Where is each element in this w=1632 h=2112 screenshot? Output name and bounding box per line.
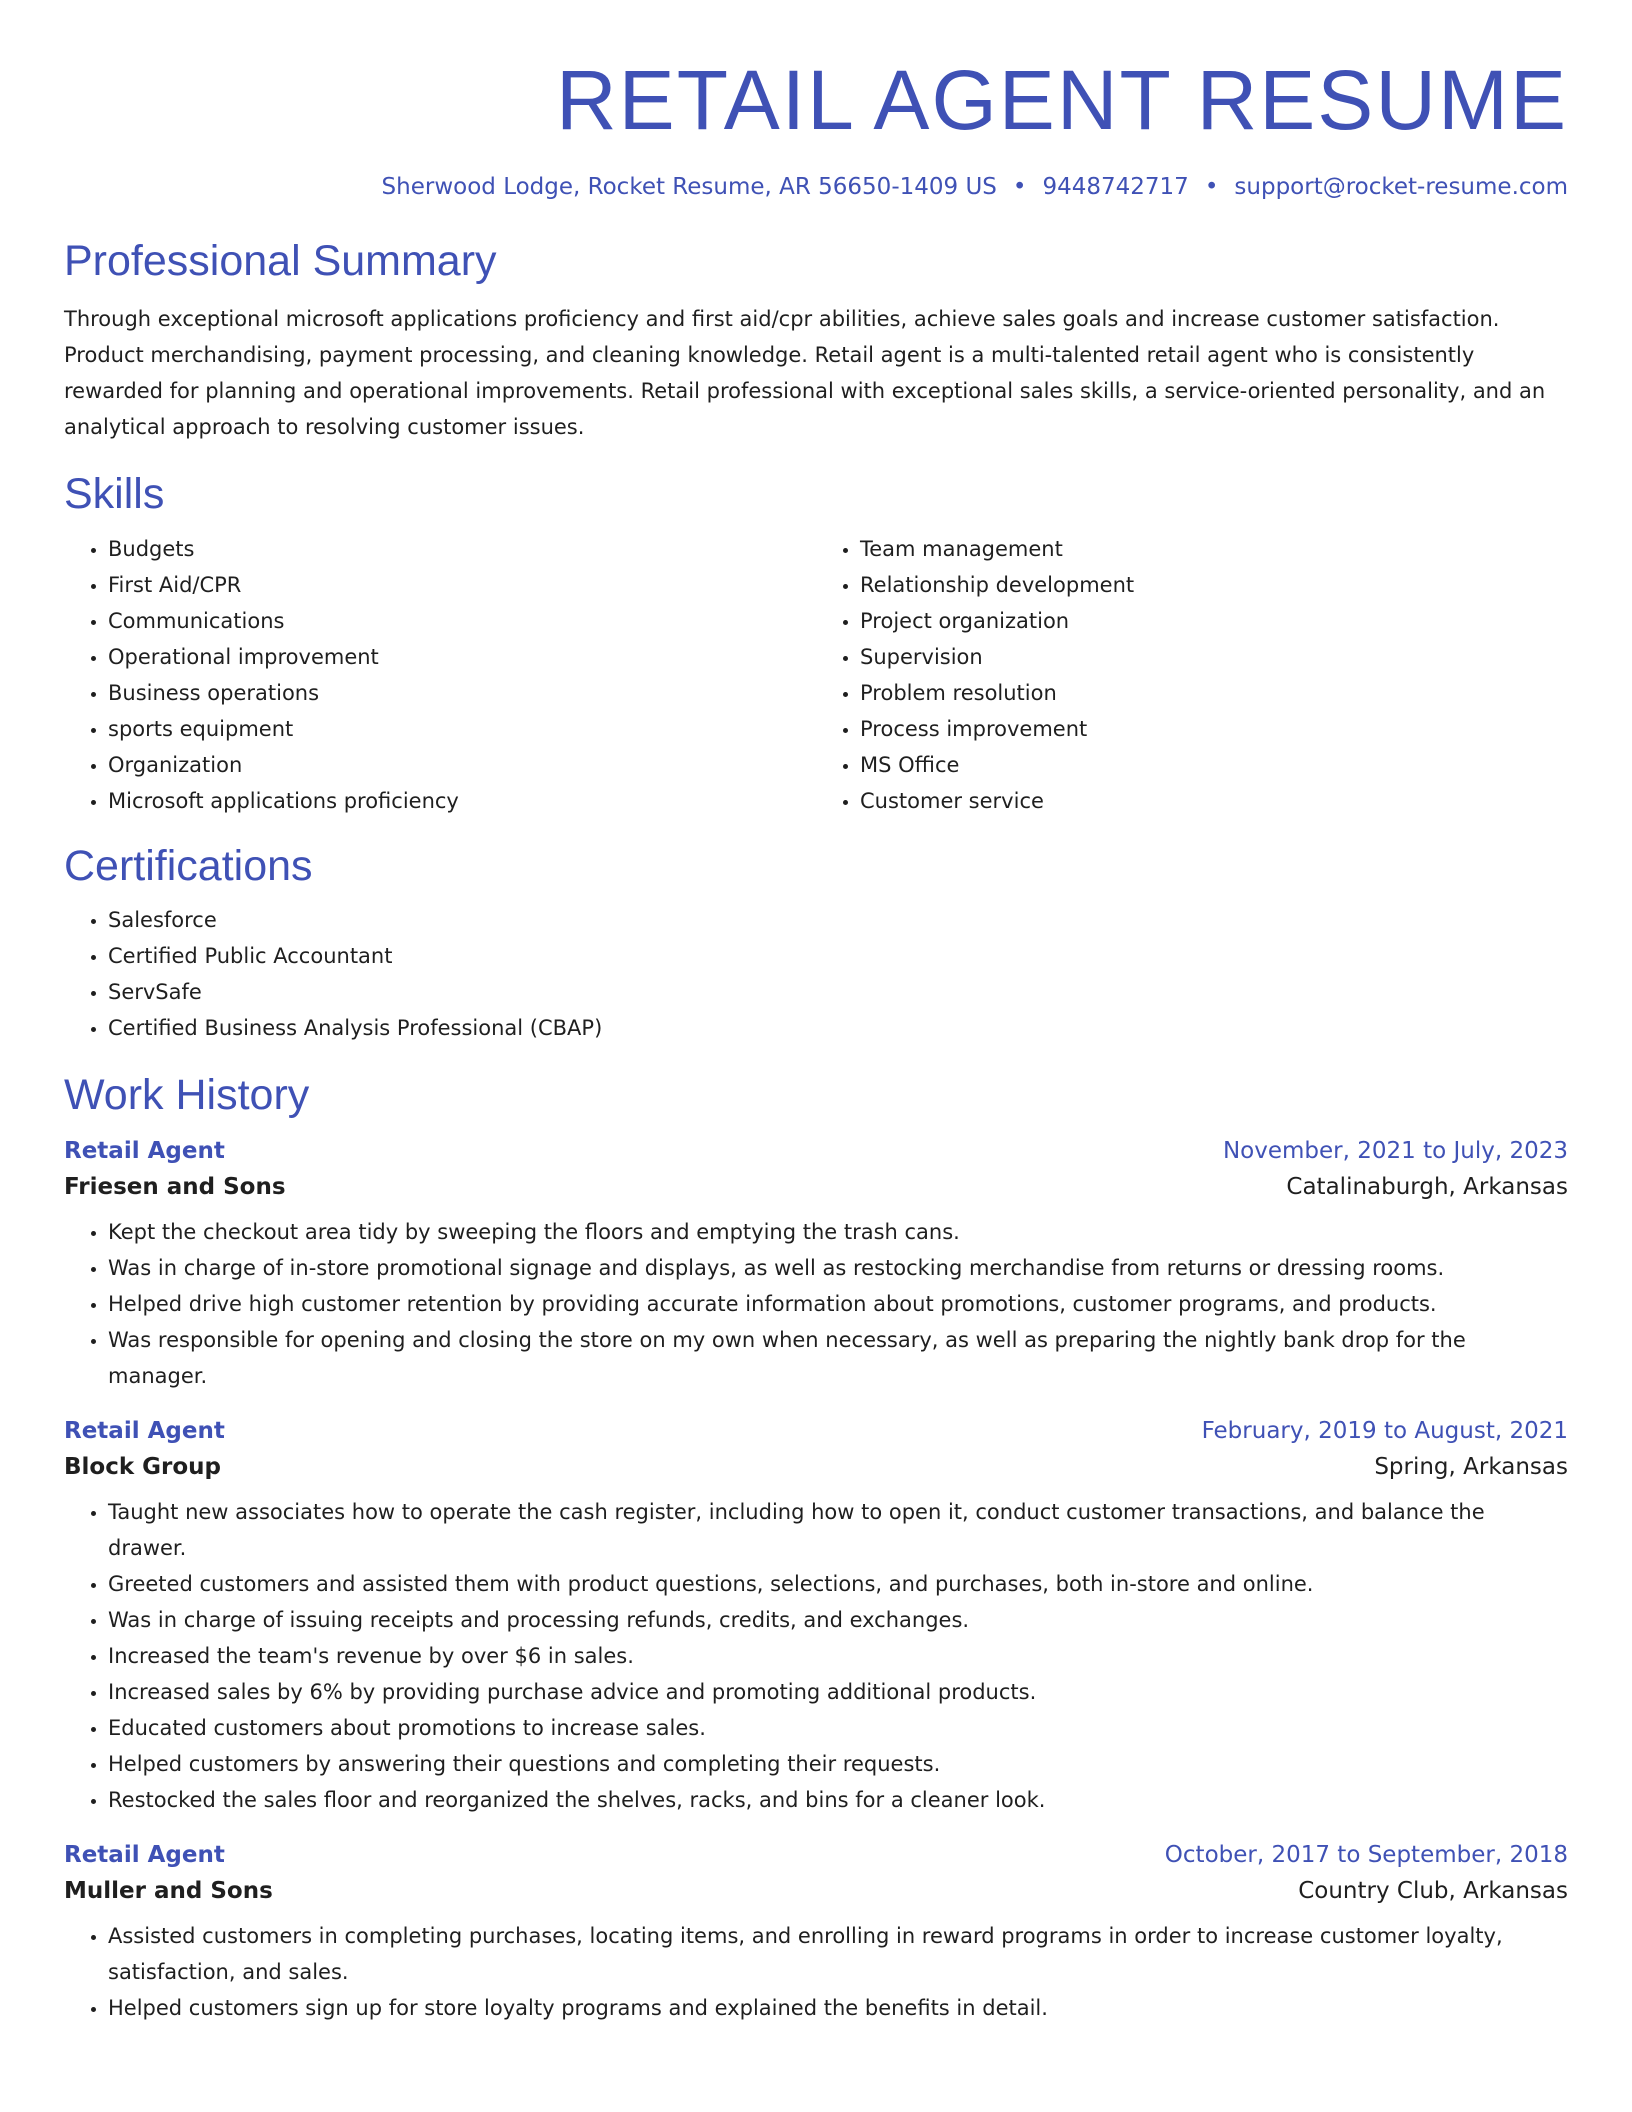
job-bullet: • Kept the checkout area tidy by sweeping the floors and emptying the trash cans. — [108, 1214, 1568, 1250]
job-title: Retail Agent — [64, 1841, 225, 1868]
resume-title: RETAIL AGENT RESUME — [556, 53, 1568, 147]
job-location: Country Club, Arkansas — [1298, 1877, 1568, 1904]
job-bullet: • Was in charge of issuing receipts and processing refunds, credits, and exchanges. — [108, 1602, 1568, 1638]
separator-dot: • — [1012, 174, 1027, 200]
skill-item: • MS Office — [860, 747, 1568, 783]
skill-item: • Budgets — [108, 531, 816, 567]
skill-item: • Customer service — [860, 783, 1568, 819]
contact-line — [64, 174, 1568, 202]
job-bullet: • Educated customers about promotions to increase sales. — [108, 1710, 1568, 1746]
job-location: Catalinaburgh, Arkansas — [1286, 1173, 1568, 1200]
job-dates: November, 2021 to July, 2023 — [1222, 1137, 1568, 1164]
job-title: Retail Agent — [64, 1137, 225, 1164]
skill-item: • Relationship development — [860, 567, 1568, 603]
contact-phone: 9448742717 — [1042, 174, 1189, 200]
job-bullet: • Taught new associates how to operate the cash register, including how to open it, conduct customer transactions, and balance the drawer. — [108, 1494, 1568, 1566]
job-entry — [64, 1842, 1568, 2026]
skill-item: • Project organization — [860, 603, 1568, 639]
skill-item: • Process improvement — [860, 711, 1568, 747]
certification-item: • Certified Public Accountant — [108, 938, 1568, 974]
job-bullet: • Assisted customers in completing purchases, locating items, and enrolling in reward programs in order to increase customer loyalty, satisfaction, and sales. — [108, 1918, 1568, 1990]
job-header — [64, 1138, 1568, 1164]
job-header — [64, 1418, 1568, 1444]
skill-item: • Operational improvement — [108, 639, 816, 675]
job-entry — [64, 1138, 1568, 1394]
job-bullets — [64, 1494, 1568, 1818]
summary-heading: Professional Summary — [64, 236, 497, 285]
job-company: Friesen and Sons — [64, 1173, 286, 1200]
skills-columns — [64, 531, 1568, 819]
contact-email: support@rocket-resume.com — [1234, 174, 1568, 200]
job-bullet: • Was in charge of in-store promotional signage and displays, as well as restocking merchandise from returns or dressing rooms. — [108, 1250, 1568, 1286]
skill-item: • Business operations — [108, 675, 816, 711]
skill-item: • Organization — [108, 747, 816, 783]
job-bullet: • Helped customers by answering their questions and completing their requests. — [108, 1746, 1568, 1782]
resume-page — [64, 0, 1568, 2026]
job-subheader — [64, 1174, 1568, 1200]
job-bullets — [64, 1214, 1568, 1394]
job-entry — [64, 1418, 1568, 1818]
job-bullet: • Helped drive high customer retention by providing accurate information about promotions, customer programs, and products. — [108, 1286, 1568, 1322]
job-location: Spring, Arkansas — [1374, 1453, 1568, 1480]
skill-item: • Team management — [860, 531, 1568, 567]
certification-item: • Salesforce — [108, 902, 1568, 938]
job-dates: February, 2019 to August, 2021 — [1201, 1417, 1568, 1444]
skill-item: • Microsoft applications proficiency — [108, 783, 816, 819]
job-title: Retail Agent — [64, 1417, 225, 1444]
job-bullet: • Increased the team's revenue by over $6 in sales. — [108, 1638, 1568, 1674]
job-company: Muller and Sons — [64, 1877, 273, 1904]
skills-list-left — [64, 531, 816, 819]
job-bullet: • Increased sales by 6% by providing purchase advice and promoting additional products. — [108, 1674, 1568, 1710]
job-bullets — [64, 1918, 1568, 2026]
work-history-heading: Work History — [64, 1071, 310, 1120]
skill-item: • Problem resolution — [860, 675, 1568, 711]
certifications-heading: Certifications — [64, 841, 313, 890]
skill-item: • Supervision — [860, 639, 1568, 675]
job-company: Block Group — [64, 1453, 222, 1480]
job-bullet: • Was responsible for opening and closing the store on my own when necessary, as well as preparing the nightly bank drop for the manager. — [108, 1322, 1568, 1394]
skills-list-right — [816, 531, 1568, 819]
job-dates: October, 2017 to September, 2018 — [1164, 1841, 1568, 1868]
skill-item: • First Aid/CPR — [108, 567, 816, 603]
job-header — [64, 1842, 1568, 1868]
certifications-list — [64, 902, 1568, 1046]
job-bullet: • Greeted customers and assisted them with product questions, selections, and purchases, both in-store and online. — [108, 1566, 1568, 1602]
summary-text: Through exceptional microsoft applications proficiency and first aid/cpr abilities, achieve sales goals and increase customer satisfaction. Product merchandising, payment processing, and cleaning knowledge. Retail agent is a multi-talented retail agent who is consistently rewarded for planning and operational improvements. Retail professional with exceptional sales skills, a service-oriented personality, and an analytical approach to resolving customer issues. — [64, 307, 1546, 440]
separator-dot: • — [1204, 174, 1219, 200]
job-subheader — [64, 1878, 1568, 1904]
job-subheader — [64, 1454, 1568, 1480]
contact-address: Sherwood Lodge, Rocket Resume, AR 56650-1409 US — [381, 174, 997, 200]
skill-item: • sports equipment — [108, 711, 816, 747]
certification-item: • ServSafe — [108, 974, 1568, 1010]
job-bullet: • Restocked the sales floor and reorganized the shelves, racks, and bins for a cleaner look. — [108, 1782, 1568, 1818]
skill-item: • Communications — [108, 603, 816, 639]
certification-item: • Certified Business Analysis Professional (CBAP) — [108, 1010, 1568, 1046]
job-bullet: • Helped customers sign up for store loyalty programs and explained the benefits in detail. — [108, 1990, 1568, 2026]
skills-heading: Skills — [64, 470, 165, 519]
